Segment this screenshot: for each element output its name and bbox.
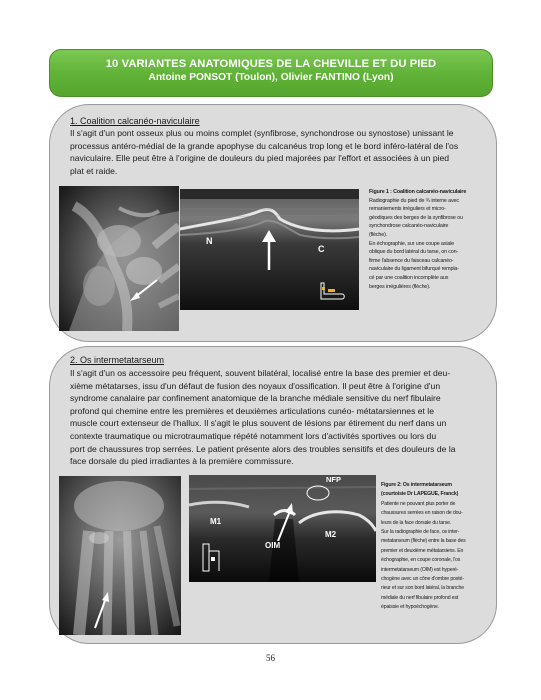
caption-line: épaissie et hypoéchogène.: [381, 604, 439, 611]
ultrasound-coalition: [180, 189, 359, 310]
foot-probe-pictogram-icon: [199, 541, 225, 575]
arrow-icon: [59, 476, 181, 635]
caption-line: cé par une coalition incomplète aux: [369, 274, 449, 281]
section-title-coalition: 1. Coalition calcanéo-naviculaire: [70, 116, 200, 126]
caption-line: naviculaire du ligament bifurqué rempla-: [369, 266, 459, 273]
text-line: Il s'agit d'un pont osseux plus ou moins complet (synfibrose, synchondrose ou synostose) unissant le: [70, 128, 454, 138]
title-banner: [49, 49, 493, 97]
caption-line: En échographie, sur une coupe axiale: [369, 240, 455, 247]
section-title-intermetatarseum: 2. Os intermetatarseum: [70, 355, 165, 365]
text-line: plat et raide.: [70, 165, 118, 176]
caption-line: Figure 2: Os intermetatarseum: [381, 482, 452, 488]
xray-foot-frontal: [59, 476, 181, 635]
caption-line: (courtoisie Dr LAPEGUE, Franck): [381, 491, 459, 498]
section-text-coalition: [70, 127, 458, 177]
caption-line: leurs de la face dorsale du tarse.: [381, 519, 452, 526]
caption-line: Figure 1 : Coalition calcanéo-naviculaire: [369, 189, 467, 195]
text-line: face dorsale du pied irradiantes à la première commissure.: [70, 456, 294, 467]
ultrasound-intermetatarseum: [189, 475, 376, 582]
text-line: contexte traumatique ou microtraumatique répété notamment lors d'activités sportives ou lors du: [70, 430, 437, 441]
ultrasound-label-nfp: NFP: [326, 475, 341, 484]
caption-line: géodiques des berges de la synfibrose ou: [369, 214, 463, 221]
caption-line: Sur la radiographie de face, os inter-: [381, 529, 460, 536]
text-line: syndrome canalaire par confinement anatomique de la branche médiale sensitive du nerf fibulaire: [70, 393, 441, 404]
ultrasound-label-oim: OIM: [265, 541, 281, 550]
text-line: xième métatarses, issu d'un défaut de fusion des noyaux d'ossification. Il peut être à l'origine d'un: [70, 380, 441, 391]
ultrasound-label-m2: M2: [325, 530, 337, 539]
document-title: 10 VARIANTES ANATOMIQUES DE LA CHEVILLE ET DU PIED: [105, 58, 437, 70]
caption-line: firme l'absence du faisceau calcanéo-: [369, 257, 454, 264]
text-line: profond qui chemine entre les premières et deuxièmes articulations cunéo- métatarsiennes et le: [70, 405, 434, 416]
ultrasound-label: C: [318, 244, 325, 254]
arrow-icon: [262, 230, 276, 270]
section-intermetatarseum-panel: [49, 346, 497, 644]
caption-line: berges irrégulières (flèche).: [369, 283, 431, 290]
caption-line: médiale du nerf fibulaire profond est: [381, 594, 459, 601]
caption-line: chaussures serrées en raison de dou-: [381, 510, 463, 517]
xray-foot-oblique: [59, 186, 179, 331]
ultrasound-label: N: [206, 236, 213, 246]
text-line: port de chaussures trop serrées. Le patient présente alors des troubles sensitifs et des douleurs de la: [70, 443, 456, 454]
caption-line: intermetatarseum (OIM) est hyperé-: [381, 566, 459, 573]
caption-line: Patiente ne pouvant plus porter de: [381, 500, 456, 507]
figure-caption-2: [381, 481, 466, 613]
ultrasound-label-m1: M1: [210, 517, 222, 526]
text-line: processus antéro-médial de la grande apophyse du calcanéus trop long et le bord inféro-latéral de l'os: [70, 140, 459, 151]
caption-line: chogène avec un cône d'ombre posté-: [381, 576, 464, 583]
caption-line: synchondrose calcanéo-naviculaire: [369, 223, 449, 230]
caption-line: échographie, en coupe coronale, l'os: [381, 557, 461, 564]
foot-probe-pictogram-icon: [318, 279, 348, 303]
caption-line: Radiographie du pied de ¾ interne avec: [369, 197, 459, 204]
caption-line: metatarseum (flèche) entre la base des: [381, 538, 466, 545]
figure-caption-1: [369, 188, 466, 291]
caption-line: rieur et sur son bord latéral, la branche: [381, 585, 464, 592]
text-line: naviculaire. Elle peut être à l'origine de douleurs du pied majorées par l'effort et associées à un pied: [70, 153, 450, 164]
page-number: 56: [266, 653, 275, 663]
caption-line: oblique du bord latéral du tarse, on con-: [369, 249, 459, 256]
caption-line: remaniements irréguliers et micro-: [369, 206, 446, 213]
caption-line: premier et deuxième métatarsiens. En: [381, 547, 464, 554]
arrow-icon: [59, 186, 179, 331]
section-text-intermetatarseum: [70, 367, 456, 468]
section-coalition-panel: [49, 104, 497, 342]
document-authors: Antoine PONSOT (Toulon), Olivier FANTINO (Lyon): [148, 72, 394, 83]
text-line: muscle court extenseur de l'hallux. Il s'agit le plus souvent de lésions par étirement du nerf dans un: [70, 418, 447, 429]
text-line: Il s'agit d'un os accessoire peu fréquent, souvent bilatéral, localisé entre la base des premier et deu-: [70, 368, 451, 378]
caption-line: (flèche).: [369, 231, 388, 238]
arrow-icon: [275, 501, 295, 541]
